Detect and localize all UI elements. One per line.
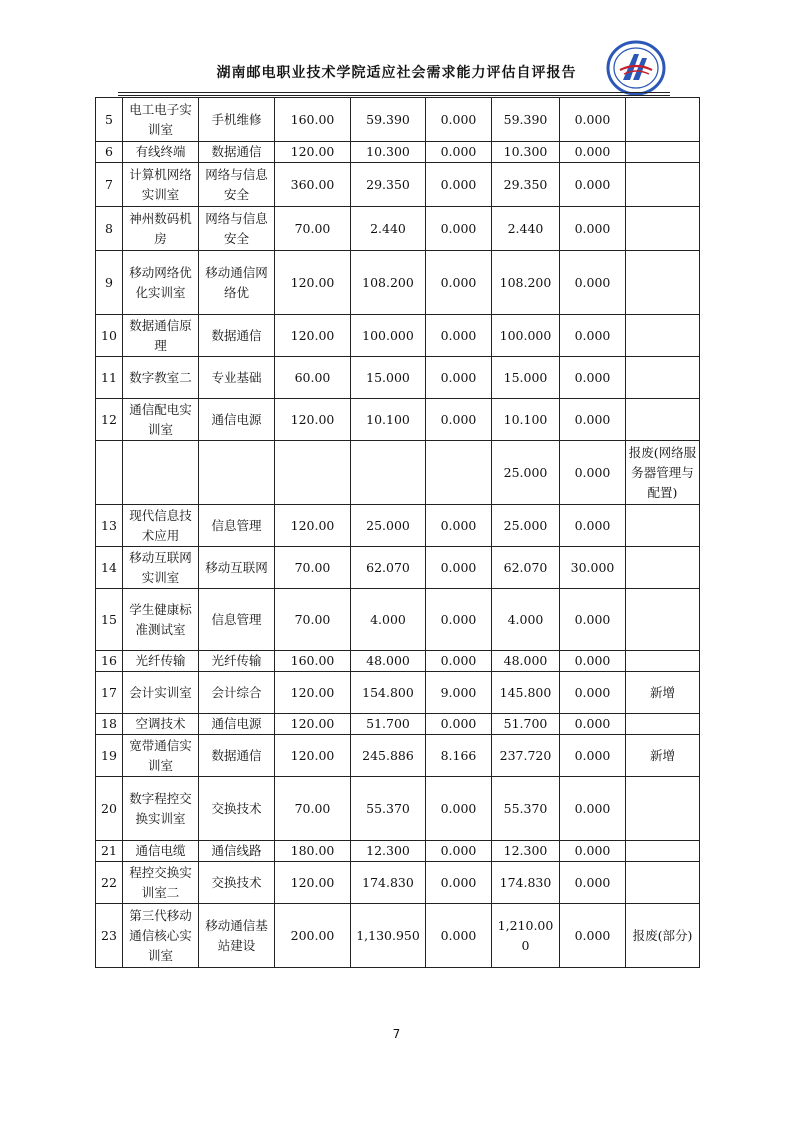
value-col-3: 0.000 xyxy=(426,399,492,441)
value-col-1: 120.00 xyxy=(275,399,351,441)
value-col-4: 4.000 xyxy=(492,589,560,651)
course-name: 网络与信息安全 xyxy=(199,207,275,251)
value-col-4: 108.200 xyxy=(492,251,560,315)
lab-room-name xyxy=(123,441,199,505)
value-col-4: 145.800 xyxy=(492,672,560,714)
remark xyxy=(626,841,700,862)
table-row xyxy=(96,399,700,441)
table-row xyxy=(96,207,700,251)
table-row xyxy=(96,714,700,735)
row-number: 17 xyxy=(96,672,123,714)
page-number: 7 xyxy=(392,1027,401,1041)
value-col-5: 0.000 xyxy=(560,441,626,505)
lab-room-name: 计算机网络实训室 xyxy=(123,163,199,207)
table-row xyxy=(96,357,700,399)
value-col-4: 12.300 xyxy=(492,841,560,862)
value-col-5: 0.000 xyxy=(560,589,626,651)
value-col-1: 70.00 xyxy=(275,777,351,841)
course-name: 信息管理 xyxy=(199,505,275,547)
row-number: 7 xyxy=(96,163,123,207)
value-col-5: 0.000 xyxy=(560,672,626,714)
row-number: 5 xyxy=(96,98,123,142)
table-row xyxy=(96,315,700,357)
course-name: 手机维修 xyxy=(199,98,275,142)
course-name: 移动通信基站建设 xyxy=(199,904,275,968)
value-col-4: 51.700 xyxy=(492,714,560,735)
value-col-5: 0.000 xyxy=(560,714,626,735)
value-col-5: 0.000 xyxy=(560,651,626,672)
remark: 新增 xyxy=(626,672,700,714)
value-col-2: 29.350 xyxy=(351,163,426,207)
value-col-2: 10.300 xyxy=(351,142,426,163)
value-col-4: 62.070 xyxy=(492,547,560,589)
remark xyxy=(626,315,700,357)
row-number: 21 xyxy=(96,841,123,862)
lab-room-name: 空调技术 xyxy=(123,714,199,735)
lab-room-name: 电工电子实训室 xyxy=(123,98,199,142)
row-number xyxy=(96,441,123,505)
value-col-2: 154.800 xyxy=(351,672,426,714)
value-col-3: 0.000 xyxy=(426,98,492,142)
remark: 报废(部分) xyxy=(626,904,700,968)
lab-equipment-table xyxy=(95,97,700,968)
value-col-4: 25.000 xyxy=(492,505,560,547)
value-col-2: 100.000 xyxy=(351,315,426,357)
value-col-4: 10.300 xyxy=(492,142,560,163)
value-col-4: 174.830 xyxy=(492,862,560,904)
value-col-4: 2.440 xyxy=(492,207,560,251)
lab-room-name: 数字程控交换实训室 xyxy=(123,777,199,841)
course-name: 网络与信息安全 xyxy=(199,163,275,207)
row-number: 18 xyxy=(96,714,123,735)
value-col-3: 0.000 xyxy=(426,315,492,357)
table-row xyxy=(96,672,700,714)
value-col-5: 0.000 xyxy=(560,251,626,315)
table-row xyxy=(96,841,700,862)
value-col-2: 108.200 xyxy=(351,251,426,315)
value-col-1: 180.00 xyxy=(275,841,351,862)
table-row xyxy=(96,589,700,651)
value-col-5: 0.000 xyxy=(560,315,626,357)
value-col-1: 120.00 xyxy=(275,505,351,547)
value-col-3: 0.000 xyxy=(426,357,492,399)
table-row xyxy=(96,651,700,672)
row-number: 16 xyxy=(96,651,123,672)
value-col-5: 0.000 xyxy=(560,207,626,251)
lab-room-name: 学生健康标准测试室 xyxy=(123,589,199,651)
value-col-4: 29.350 xyxy=(492,163,560,207)
value-col-1: 120.00 xyxy=(275,142,351,163)
value-col-1: 160.00 xyxy=(275,651,351,672)
table-row xyxy=(96,98,700,142)
lab-room-name: 通信配电实训室 xyxy=(123,399,199,441)
course-name: 光纤传输 xyxy=(199,651,275,672)
remark: 报废(网络服务器管理与配置) xyxy=(626,441,700,505)
remark xyxy=(626,651,700,672)
row-number: 23 xyxy=(96,904,123,968)
value-col-4: 48.000 xyxy=(492,651,560,672)
value-col-1: 120.00 xyxy=(275,735,351,777)
lab-room-name: 光纤传输 xyxy=(123,651,199,672)
value-col-1: 120.00 xyxy=(275,862,351,904)
value-col-2: 10.100 xyxy=(351,399,426,441)
value-col-2: 15.000 xyxy=(351,357,426,399)
course-name xyxy=(199,441,275,505)
lab-room-name: 神州数码机房 xyxy=(123,207,199,251)
value-col-4: 10.100 xyxy=(492,399,560,441)
value-col-2: 25.000 xyxy=(351,505,426,547)
header-rule xyxy=(118,92,670,93)
value-col-5: 0.000 xyxy=(560,98,626,142)
value-col-4: 55.370 xyxy=(492,777,560,841)
remark xyxy=(626,98,700,142)
value-col-5: 30.000 xyxy=(560,547,626,589)
course-name: 通信线路 xyxy=(199,841,275,862)
row-number: 20 xyxy=(96,777,123,841)
value-col-1: 60.00 xyxy=(275,357,351,399)
remark xyxy=(626,862,700,904)
remark xyxy=(626,714,700,735)
row-number: 10 xyxy=(96,315,123,357)
value-col-4: 25.000 xyxy=(492,441,560,505)
lab-room-name: 程控交换实训室二 xyxy=(123,862,199,904)
lab-room-name: 有线终端 xyxy=(123,142,199,163)
lab-room-name: 数据通信原理 xyxy=(123,315,199,357)
lab-room-name: 会计实训室 xyxy=(123,672,199,714)
value-col-5: 0.000 xyxy=(560,735,626,777)
course-name: 数据通信 xyxy=(199,142,275,163)
table-row xyxy=(96,441,700,505)
lab-room-name: 现代信息技术应用 xyxy=(123,505,199,547)
lab-room-name: 宽带通信实训室 xyxy=(123,735,199,777)
value-col-5: 0.000 xyxy=(560,505,626,547)
course-name: 专业基础 xyxy=(199,357,275,399)
value-col-1: 120.00 xyxy=(275,714,351,735)
course-name: 移动互联网 xyxy=(199,547,275,589)
row-number: 11 xyxy=(96,357,123,399)
remark xyxy=(626,207,700,251)
value-col-1 xyxy=(275,441,351,505)
remark xyxy=(626,163,700,207)
remark xyxy=(626,357,700,399)
value-col-2: 48.000 xyxy=(351,651,426,672)
table-row xyxy=(96,777,700,841)
remark xyxy=(626,547,700,589)
course-name: 移动通信网络优 xyxy=(199,251,275,315)
value-col-3 xyxy=(426,441,492,505)
value-col-2: 51.700 xyxy=(351,714,426,735)
value-col-1: 70.00 xyxy=(275,589,351,651)
remark xyxy=(626,399,700,441)
value-col-2: 12.300 xyxy=(351,841,426,862)
value-col-5: 0.000 xyxy=(560,399,626,441)
value-col-3: 0.000 xyxy=(426,505,492,547)
course-name: 交换技术 xyxy=(199,862,275,904)
value-col-3: 0.000 xyxy=(426,251,492,315)
value-col-5: 0.000 xyxy=(560,163,626,207)
value-col-2 xyxy=(351,441,426,505)
table-row xyxy=(96,505,700,547)
value-col-2: 2.440 xyxy=(351,207,426,251)
row-number: 15 xyxy=(96,589,123,651)
value-col-2: 4.000 xyxy=(351,589,426,651)
row-number: 8 xyxy=(96,207,123,251)
course-name: 数据通信 xyxy=(199,735,275,777)
value-col-1: 120.00 xyxy=(275,315,351,357)
value-col-3: 0.000 xyxy=(426,589,492,651)
value-col-3: 0.000 xyxy=(426,841,492,862)
value-col-3: 8.166 xyxy=(426,735,492,777)
value-col-1: 120.00 xyxy=(275,251,351,315)
page-header-title: 湖南邮电职业技术学院适应社会需求能力评估自评报告 xyxy=(216,65,577,81)
value-col-3: 0.000 xyxy=(426,777,492,841)
table-row xyxy=(96,251,700,315)
value-col-1: 200.00 xyxy=(275,904,351,968)
value-col-5: 0.000 xyxy=(560,357,626,399)
value-col-2: 174.830 xyxy=(351,862,426,904)
value-col-5: 0.000 xyxy=(560,841,626,862)
lab-room-name: 第三代移动通信核心实训室 xyxy=(123,904,199,968)
value-col-2: 1,130.950 xyxy=(351,904,426,968)
value-col-3: 0.000 xyxy=(426,207,492,251)
row-number: 6 xyxy=(96,142,123,163)
course-name: 交换技术 xyxy=(199,777,275,841)
course-name: 数据通信 xyxy=(199,315,275,357)
value-col-2: 62.070 xyxy=(351,547,426,589)
value-col-4: 1,210.000 xyxy=(492,904,560,968)
table-row xyxy=(96,142,700,163)
value-col-1: 70.00 xyxy=(275,547,351,589)
value-col-2: 59.390 xyxy=(351,98,426,142)
remark xyxy=(626,589,700,651)
table-row xyxy=(96,862,700,904)
table-row xyxy=(96,547,700,589)
table-row xyxy=(96,904,700,968)
value-col-3: 0.000 xyxy=(426,142,492,163)
value-col-3: 0.000 xyxy=(426,714,492,735)
row-number: 13 xyxy=(96,505,123,547)
row-number: 12 xyxy=(96,399,123,441)
row-number: 22 xyxy=(96,862,123,904)
lab-room-name: 数字教室二 xyxy=(123,357,199,399)
lab-room-name: 移动网络优化实训室 xyxy=(123,251,199,315)
course-name: 会计综合 xyxy=(199,672,275,714)
value-col-2: 245.886 xyxy=(351,735,426,777)
value-col-2: 55.370 xyxy=(351,777,426,841)
value-col-3: 0.000 xyxy=(426,862,492,904)
value-col-3: 0.000 xyxy=(426,163,492,207)
row-number: 19 xyxy=(96,735,123,777)
value-col-4: 100.000 xyxy=(492,315,560,357)
remark xyxy=(626,777,700,841)
header-rule-thin xyxy=(118,95,670,96)
value-col-3: 0.000 xyxy=(426,547,492,589)
value-col-5: 0.000 xyxy=(560,142,626,163)
value-col-3: 9.000 xyxy=(426,672,492,714)
row-number: 14 xyxy=(96,547,123,589)
remark: 新增 xyxy=(626,735,700,777)
remark xyxy=(626,505,700,547)
value-col-4: 59.390 xyxy=(492,98,560,142)
row-number: 9 xyxy=(96,251,123,315)
value-col-1: 120.00 xyxy=(275,672,351,714)
value-col-4: 237.720 xyxy=(492,735,560,777)
lab-room-name: 移动互联网实训室 xyxy=(123,547,199,589)
course-name: 通信电源 xyxy=(199,399,275,441)
value-col-3: 0.000 xyxy=(426,904,492,968)
course-name: 信息管理 xyxy=(199,589,275,651)
table-row xyxy=(96,735,700,777)
value-col-1: 160.00 xyxy=(275,98,351,142)
value-col-3: 0.000 xyxy=(426,651,492,672)
value-col-5: 0.000 xyxy=(560,862,626,904)
table-row xyxy=(96,163,700,207)
value-col-1: 70.00 xyxy=(275,207,351,251)
lab-room-name: 通信电缆 xyxy=(123,841,199,862)
college-logo-icon xyxy=(606,40,666,96)
remark xyxy=(626,142,700,163)
course-name: 通信电源 xyxy=(199,714,275,735)
value-col-1: 360.00 xyxy=(275,163,351,207)
remark xyxy=(626,251,700,315)
value-col-4: 15.000 xyxy=(492,357,560,399)
value-col-5: 0.000 xyxy=(560,904,626,968)
value-col-5: 0.000 xyxy=(560,777,626,841)
